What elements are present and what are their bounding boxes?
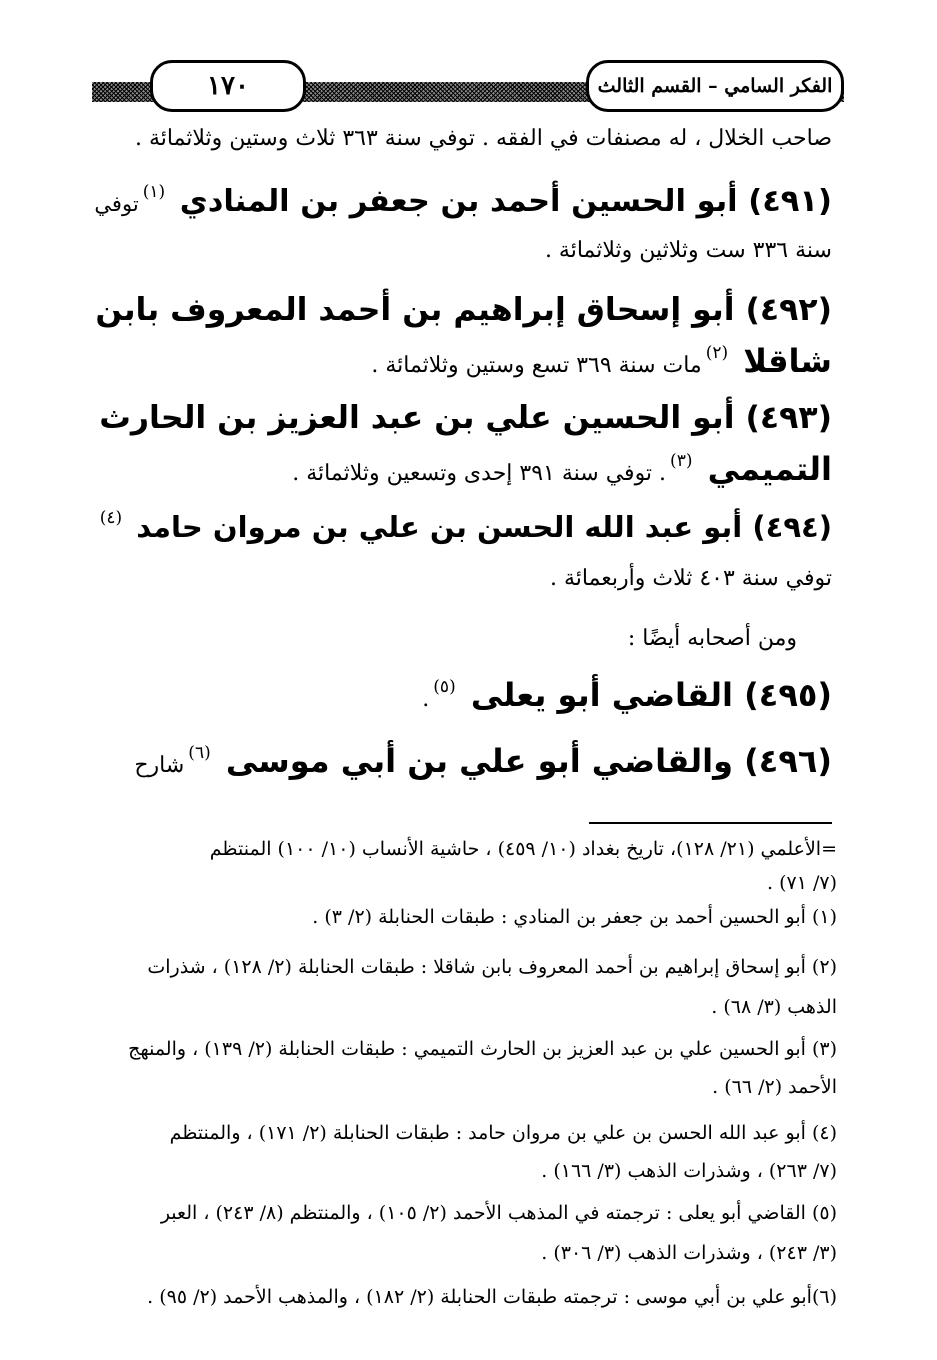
entry-492-name-cont: شاقلا [743, 342, 832, 380]
entry-493-heading-cont [95, 450, 832, 488]
entry-492-heading [95, 292, 832, 328]
entry-492-after: مات سنة ٣٦٩ تسع وستين وثلاثمائة . [371, 353, 702, 378]
entry-495-heading [95, 676, 832, 714]
entry-491-name: أبو الحسين أحمد بن جعفر بن المنادي [179, 184, 738, 219]
entry-492-name: أبو إسحاق إبراهيم بن أحمد المعروف بابن [95, 292, 735, 328]
body-line-continuation: صاحب الخلال ، له مصنفات في الفقه . توفي سنة ٣٦٣ ثلاث وستين وثلاثمائة . [134, 126, 832, 151]
entry-493-number: (٤٩٣) [745, 400, 832, 436]
entry-493-name: أبو الحسين علي بن عبد العزيز بن الحارث [99, 400, 735, 436]
entry-494-heading [95, 508, 832, 544]
entry-495-number: (٤٩٥) [744, 676, 832, 714]
entry-493-name-cont: التميمي [707, 450, 832, 488]
footnote-carryover-line-1: =الأعلمي (٢١/ ١٢٨)، تاريخ بغداد (١٠/ ٤٥٩) ، حاشية الأنساب (١٠/ ١٠٠) المنتظم [209, 838, 837, 860]
entry-493-after: . توفي سنة ٣٩١ إحدى وتسعين وثلاثمائة . [292, 461, 667, 486]
footnote-separator [589, 822, 832, 824]
entry-496-name: والقاضي أبو علي بن أبي موسى [225, 742, 734, 780]
page-header [92, 52, 844, 112]
entry-492-number: (٤٩٢) [745, 292, 832, 328]
entry-491-number: (٤٩١) [748, 184, 832, 219]
page-number: ١٧٠ [150, 60, 306, 112]
footnote-ref-4: (٤) [99, 508, 123, 528]
footnote-3-line-2: الأحمد (٢/ ٦٦) . [712, 1076, 837, 1098]
entry-491-continuation: سنة ٣٣٦ ست وثلاثين وثلاثمائة . [544, 238, 832, 263]
footnote-4-line-1: (٤) أبو عبد الله الحسن بن علي بن مروان حامد : طبقات الحنابلة (٢/ ١٧١) ، والمنتظم [169, 1122, 837, 1144]
entry-494-continuation: توفي سنة ٤٠٣ ثلاث وأربعمائة . [549, 566, 832, 591]
footnote-ref-2: (٢) [705, 343, 729, 363]
entry-496-after: شارح [134, 753, 185, 778]
entry-495-name: القاضي أبو يعلى [470, 676, 734, 714]
footnote-4-line-2: (٧/ ٢٦٣) ، وشذرات الذهب (٣/ ١٦٦) . [541, 1160, 837, 1182]
footnote-ref-5: (٥) [433, 677, 456, 697]
entry-494-name: أبو عبد الله الحسن بن علي بن مروان حامد [136, 510, 743, 544]
entry-491-after: توفي [94, 191, 139, 216]
footnote-ref-3: (٣) [670, 451, 693, 471]
footnote-2-line-1: (٢) أبو إسحاق إبراهيم بن أحمد المعروف بابن شاقلا : طبقات الحنابلة (٢/ ١٢٨) ، شذرات [147, 956, 837, 978]
entry-495-after: . [422, 687, 430, 712]
entry-491-heading [95, 182, 832, 219]
footnote-5-line-2: (٣/ ٢٤٣) ، وشذرات الذهب (٣/ ٣٠٦) . [541, 1242, 837, 1264]
footnote-6: (٦)أبو علي بن أبي موسى : ترجمته طبقات الحنابلة (٢/ ١٨٢) ، والمذهب الأحمد (٢/ ٩٥) . [147, 1286, 837, 1308]
entry-496-number: (٤٩٦) [744, 742, 832, 780]
entry-494-number: (٤٩٤) [752, 510, 832, 544]
footnote-1: (١) أبو الحسين أحمد بن جعفر بن المنادي : طبقات الحنابلة (٢/ ٣) . [312, 906, 837, 928]
running-title: الفكر السامي – القسم الثالث [586, 60, 844, 112]
footnote-5-line-1: (٥) القاضي أبو يعلى : ترجمته في المذهب الأحمد (٢/ ١٠٥) ، والمنتظم (٨/ ٢٤٣) ، العبر [160, 1202, 837, 1224]
footnote-carryover-line-2: (٧/ ٧١) . [766, 872, 837, 894]
also-companions-line: ومن أصحابه أيضًا : [627, 626, 797, 651]
entry-493-heading [95, 400, 832, 436]
footnote-ref-1: (١) [142, 182, 166, 202]
entry-492-heading-cont [95, 342, 832, 380]
footnote-3-line-1: (٣) أبو الحسين علي بن عبد العزيز بن الحارث التميمي : طبقات الحنابلة (٢/ ١٣٩) ، والمنهج [128, 1038, 837, 1060]
entry-496-heading [95, 742, 832, 780]
footnote-ref-6: (٦) [188, 743, 211, 763]
footnote-2-line-2: الذهب (٣/ ٦٨) . [711, 996, 837, 1018]
